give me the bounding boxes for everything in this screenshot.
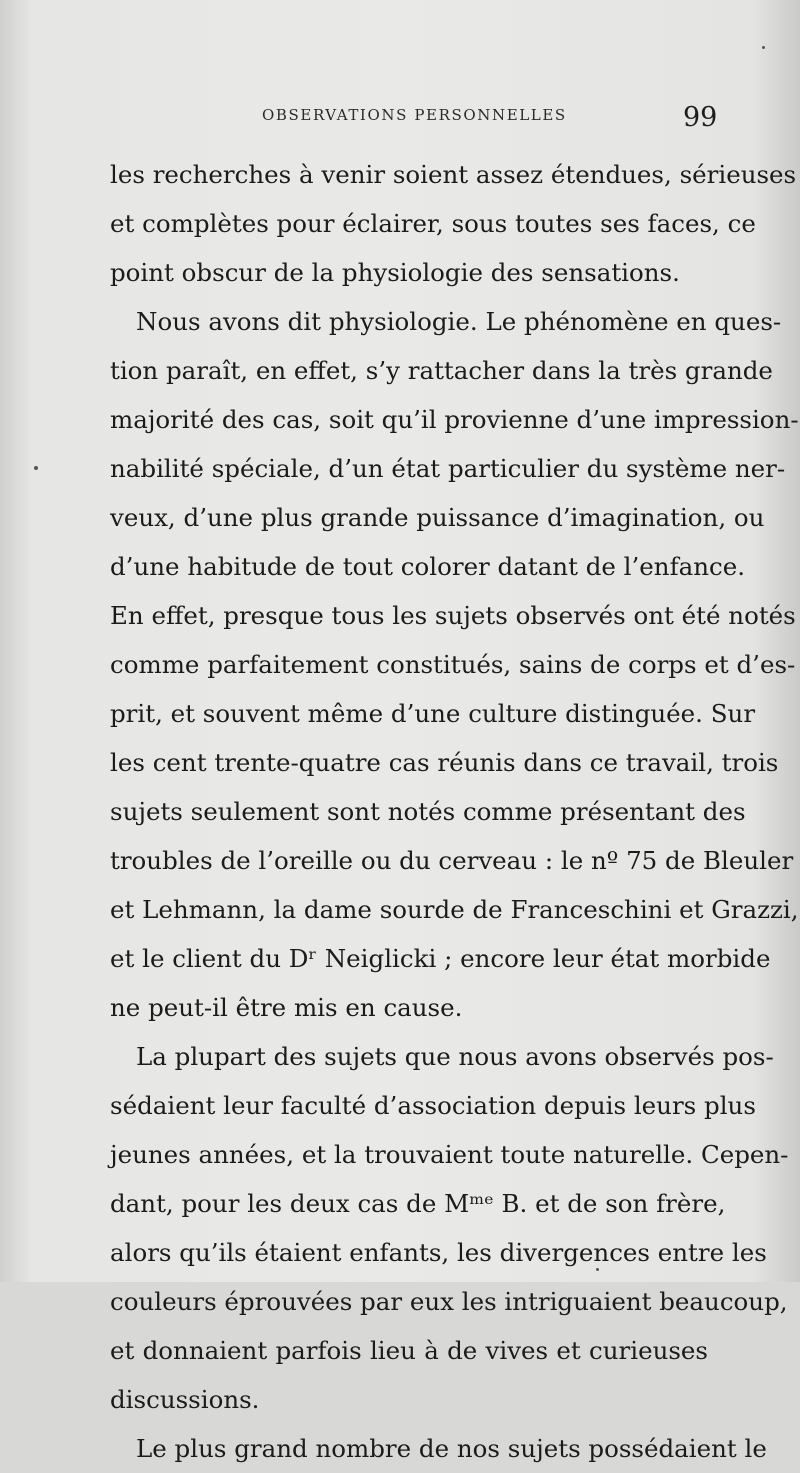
body-text <box>110 150 799 1473</box>
text-line: dant, pour les deux cas de Mᵐᵉ B. et de son frère, <box>110 1189 726 1218</box>
text-line: nabilité spéciale, d’un état particulier du système ner- <box>110 454 786 483</box>
text-line: et le client du Dʳ Neiglicki ; encore leur état morbide <box>110 944 771 973</box>
text-line: prit, et souvent même d’une culture distinguée. Sur <box>110 699 756 728</box>
text-line: troubles de l’oreille ou du cerveau : le nº 75 de Bleuler <box>110 846 794 875</box>
text-line: et Lehmann, la dame sourde de Franceschini et Grazzi, <box>110 895 799 924</box>
text-line: jeunes années, et la trouvaient toute naturelle. Cepen- <box>110 1140 789 1169</box>
text-line: La plupart des sujets que nous avons observés pos- <box>136 1042 774 1071</box>
running-head: OBSERVATIONS PERSONNELLES <box>262 106 567 124</box>
text-line: les recherches à venir soient assez étendues, sérieuses <box>110 160 797 189</box>
text-line: d’une habitude de tout colorer datant de l’enfance. <box>110 552 746 581</box>
text-line: discussions. <box>110 1385 260 1414</box>
text-line: Nous avons dit physiologie. Le phénomène en ques- <box>136 307 782 336</box>
paper-speck <box>34 466 38 470</box>
paper-speck <box>596 1268 599 1271</box>
text-line: majorité des cas, soit qu’il provienne d’une impression- <box>110 405 799 434</box>
text-line: et complètes pour éclairer, sous toutes ses faces, ce <box>110 209 756 238</box>
text-line: couleurs éprouvées par eux les intriguaient beaucoup, <box>110 1287 788 1316</box>
text-line: sujets seulement sont notés comme présentant des <box>110 797 746 826</box>
text-line: En effet, presque tous les sujets observés ont été notés <box>110 601 796 630</box>
text-line: et donnaient parfois lieu à de vives et curieuses <box>110 1336 708 1365</box>
text-line: tion paraît, en effet, s’y rattacher dans la très grande <box>110 356 773 385</box>
text-line: les cent trente-quatre cas réunis dans ce travail, trois <box>110 748 779 777</box>
text-line: comme parfaitement constitués, sains de corps et d’es- <box>110 650 796 679</box>
text-line: ne peut-il être mis en cause. <box>110 993 463 1022</box>
page-number: 99 <box>683 102 718 133</box>
text-line: alors qu’ils étaient enfants, les divergences entre les <box>110 1238 767 1267</box>
text-line: veux, d’une plus grande puissance d’imagination, ou <box>110 503 765 532</box>
text-line: sédaient leur faculté d’association depuis leurs plus <box>110 1091 756 1120</box>
text-line: point obscur de la physiologie des sensations. <box>110 258 680 287</box>
paper-speck <box>762 46 765 49</box>
text-line: Le plus grand nombre de nos sujets possédaient le <box>136 1434 767 1463</box>
